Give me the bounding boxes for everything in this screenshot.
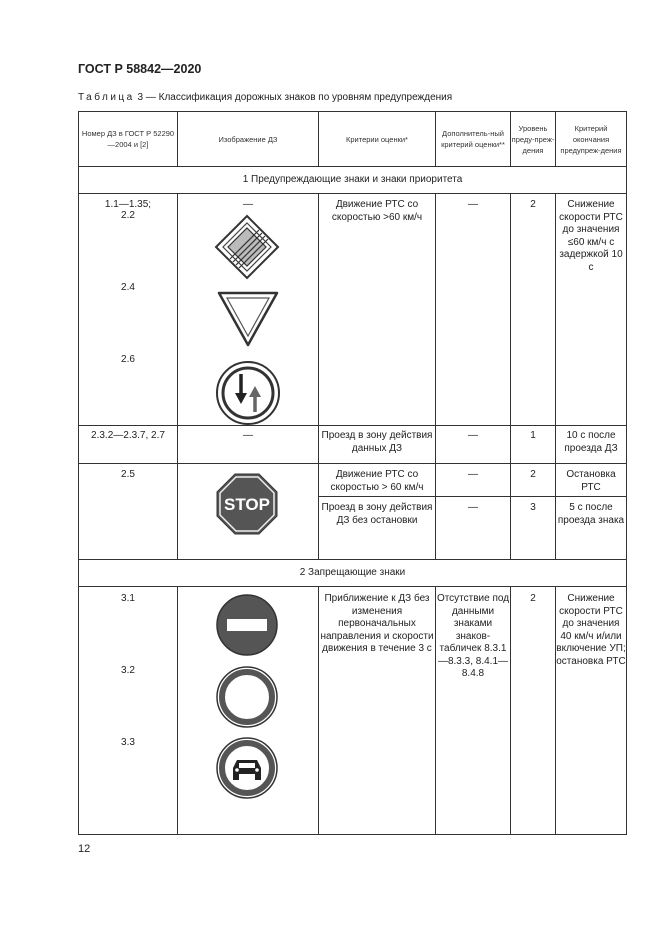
no-motor-vehicles-sign-icon xyxy=(215,736,279,800)
extra-criterion-cell: — xyxy=(436,464,511,497)
sign-number-cell: 2.5 xyxy=(79,464,178,560)
sign-number: 3.2 xyxy=(121,665,135,676)
col-header-number: Номер ДЗ в ГОСТ Р 52290 —2004 и [2] xyxy=(79,112,178,167)
criterion-cell: Проезд в зону действия данных ДЗ xyxy=(319,426,436,464)
level-cell: 2 xyxy=(511,464,556,497)
sign-numbers-cell xyxy=(79,194,178,426)
sign-number: 1.1—1.35; xyxy=(104,199,152,210)
extra-criterion-cell: — xyxy=(436,426,511,464)
sign-image-cell xyxy=(178,464,319,560)
stop-sign-text: STOP xyxy=(224,495,270,514)
table-caption xyxy=(78,92,452,103)
no-vehicles-sign-icon xyxy=(215,665,279,729)
sign-images-cell xyxy=(178,587,319,835)
document-header: ГОСТ Р 58842—2020 xyxy=(78,62,202,76)
end-of-main-road-sign-icon xyxy=(214,214,280,280)
image-dash: — xyxy=(243,199,253,210)
table-row xyxy=(79,426,627,464)
end-criterion-cell: Остановка РТС xyxy=(556,464,627,497)
extra-criterion-cell: — xyxy=(436,194,511,426)
criterion-cell: Движение РТС со скоростью > 60 км/ч xyxy=(319,464,436,497)
criterion-cell: Проезд в зону действия ДЗ без остановки xyxy=(319,497,436,560)
table-row xyxy=(79,587,627,835)
level-cell: 1 xyxy=(511,426,556,464)
section-row xyxy=(79,167,627,194)
end-criterion-cell: Снижение скорости РТС до значения 40 км/ч и/или включение УП; остановка РТС xyxy=(556,587,627,835)
section-title-2: 2 Запрещающие знаки xyxy=(79,560,627,587)
criterion-cell: Приближение к ДЗ без изменения первоначальных направления и скорости движения в течение 3 с xyxy=(319,587,436,835)
page-number: 12 xyxy=(78,843,91,855)
col-header-end: Критерий окончания предупреж-дения xyxy=(556,112,627,167)
sign-number: 3.1 xyxy=(121,593,135,604)
end-criterion-cell: 5 с после проезда знака xyxy=(556,497,627,560)
caption-title: — Классификация дорожных знаков по уровням предупреждения xyxy=(143,92,453,103)
level-cell: 3 xyxy=(511,497,556,560)
classification-table xyxy=(78,111,627,835)
col-header-extra: Дополнитель-ный критерий оценки** xyxy=(436,112,511,167)
sign-number: 2.6 xyxy=(121,354,135,365)
criterion-cell: Движение РТС со скоростью >60 км/ч xyxy=(319,194,436,426)
sign-image-cell: — xyxy=(178,426,319,464)
extra-criterion-cell: — xyxy=(436,497,511,560)
level-cell: 2 xyxy=(511,587,556,835)
table-row xyxy=(79,194,627,426)
sign-images-cell xyxy=(178,194,319,426)
end-criterion-cell: 10 с после проезда ДЗ xyxy=(556,426,627,464)
no-entry-sign-icon xyxy=(215,593,279,657)
level-cell: 2 xyxy=(511,194,556,426)
caption-number: 3 xyxy=(137,92,144,103)
col-header-image: Изображение ДЗ xyxy=(178,112,319,167)
yield-to-oncoming-sign-icon xyxy=(215,360,281,426)
table-header-row xyxy=(79,112,627,167)
col-header-level: Уровень преду-преж-дения xyxy=(511,112,556,167)
extra-criterion-cell: Отсутствие под данными знаками знаков-табличек 8.3.1—8.3.3, 8.4.1—8.4.8 xyxy=(436,587,511,835)
give-way-sign-icon xyxy=(216,290,280,348)
sign-number-cell: 2.3.2—2.3.7, 2.7 xyxy=(79,426,178,464)
stop-sign-icon xyxy=(215,472,279,536)
section-title-1: 1 Предупреждающие знаки и знаки приоритета xyxy=(79,167,627,194)
sign-number: 2.2 xyxy=(121,210,135,221)
end-criterion-cell: Снижение скорости РТС до значения ≤60 км/ч с задержкой 10 с xyxy=(556,194,627,426)
section-row xyxy=(79,560,627,587)
sign-numbers-cell xyxy=(79,587,178,835)
sign-number: 3.3 xyxy=(121,737,135,748)
table-row xyxy=(79,464,627,497)
caption-label: Таблица xyxy=(78,92,135,103)
col-header-criterion: Критерии оценки* xyxy=(319,112,436,167)
sign-number: 2.4 xyxy=(121,282,135,293)
